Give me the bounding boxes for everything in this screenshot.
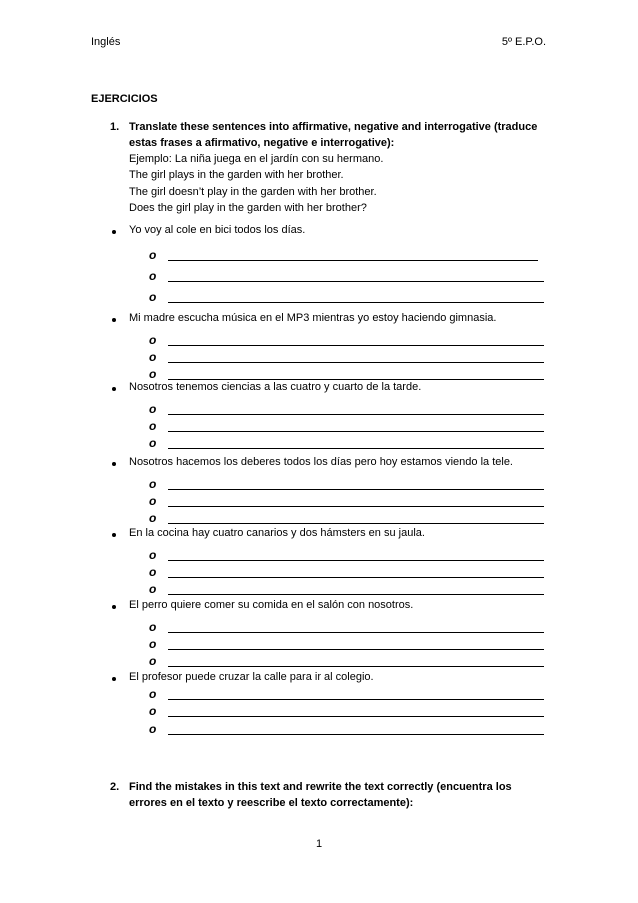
bullet-icon [112, 533, 116, 537]
answer-blank-line[interactable] [168, 523, 544, 524]
bullet-icon [112, 462, 116, 466]
sub-bullet-marker: o [149, 548, 157, 562]
sub-bullet-marker: o [149, 582, 157, 596]
answer-blank-line[interactable] [168, 414, 544, 415]
answer-blank-line[interactable] [168, 594, 544, 595]
page-number: 1 [315, 838, 323, 850]
sentence-text: Nosotros tenemos ciencias a las cuatro y cuarto de la tarde. [129, 381, 422, 393]
sub-bullet-marker: o [149, 637, 157, 651]
example-line: The girl plays in the garden with her brother. [129, 169, 344, 181]
example-line: The girl doesn’t play in the garden with her brother. [129, 186, 377, 198]
answer-blank-line[interactable] [168, 302, 544, 303]
sub-bullet-marker: o [149, 290, 157, 304]
bullet-icon [112, 387, 116, 391]
answer-blank-line[interactable] [168, 506, 544, 507]
sub-bullet-marker: o [149, 494, 157, 508]
bullet-icon [112, 230, 116, 234]
answer-blank-line[interactable] [168, 362, 544, 363]
answer-blank-line[interactable] [168, 431, 544, 432]
sub-bullet-marker: o [149, 248, 157, 262]
bullet-icon [112, 677, 116, 681]
answer-blank-line[interactable] [168, 489, 544, 490]
answer-blank-line[interactable] [168, 379, 544, 380]
bullet-icon [112, 318, 116, 322]
answer-blank-line[interactable] [168, 448, 544, 449]
sub-bullet-marker: o [149, 333, 157, 347]
answer-blank-line[interactable] [168, 260, 538, 261]
sentence-text: Mi madre escucha música en el MP3 mientras yo estoy haciendo gimnasia. [129, 312, 497, 324]
sub-bullet-marker: o [149, 477, 157, 491]
bullet-icon [112, 605, 116, 609]
sub-bullet-marker: o [149, 367, 157, 381]
answer-blank-line[interactable] [168, 734, 544, 735]
section-title: EJERCICIOS [91, 93, 158, 105]
sentence-text: El perro quiere comer su comida en el salón con nosotros. [129, 599, 414, 611]
header-grade: 5º E.P.O. [501, 36, 546, 48]
sentence-text: Nosotros hacemos los deberes todos los días pero hoy estamos viendo la tele. [129, 456, 513, 468]
sub-bullet-marker: o [149, 654, 157, 668]
answer-blank-line[interactable] [168, 345, 544, 346]
sentence-text: El profesor puede cruzar la calle para ir al colegio. [129, 671, 374, 683]
sub-bullet-marker: o [149, 620, 157, 634]
answer-blank-line[interactable] [168, 699, 544, 700]
answer-blank-line[interactable] [168, 281, 544, 282]
question-2-text: Find the mistakes in this text and rewrite the text correctly (encuentra los errores en el texto y reescribe el texto correctamente): [129, 781, 512, 809]
sub-bullet-marker: o [149, 269, 157, 283]
sentence-text: Yo voy al cole en bici todos los días. [129, 224, 306, 236]
sub-bullet-marker: o [149, 687, 157, 701]
example-line: Does the girl play in the garden with her brother? [129, 202, 367, 214]
question-1-number: 1. [110, 121, 120, 133]
sub-bullet-marker: o [149, 704, 157, 718]
answer-blank-line[interactable] [168, 716, 544, 717]
sub-bullet-marker: o [149, 565, 157, 579]
header-subject: Inglés [91, 36, 121, 48]
sentence-text: En la cocina hay cuatro canarios y dos hámsters en su jaula. [129, 527, 425, 539]
question-1-text: Translate these sentences into affirmative, negative and interrogative (traduce estas frases a afirmativo, negative e interrogative): [129, 121, 538, 149]
answer-blank-line[interactable] [168, 632, 544, 633]
sub-bullet-marker: o [149, 722, 157, 736]
sub-bullet-marker: o [149, 402, 157, 416]
sub-bullet-marker: o [149, 436, 157, 450]
sub-bullet-marker: o [149, 350, 157, 364]
answer-blank-line[interactable] [168, 666, 544, 667]
answer-blank-line[interactable] [168, 560, 544, 561]
question-2-number: 2. [110, 781, 120, 793]
example-line: Ejemplo: La niña juega en el jardín con su hermano. [129, 153, 384, 165]
sub-bullet-marker: o [149, 511, 157, 525]
sub-bullet-marker: o [149, 419, 157, 433]
answer-blank-line[interactable] [168, 577, 544, 578]
answer-blank-line[interactable] [168, 649, 544, 650]
